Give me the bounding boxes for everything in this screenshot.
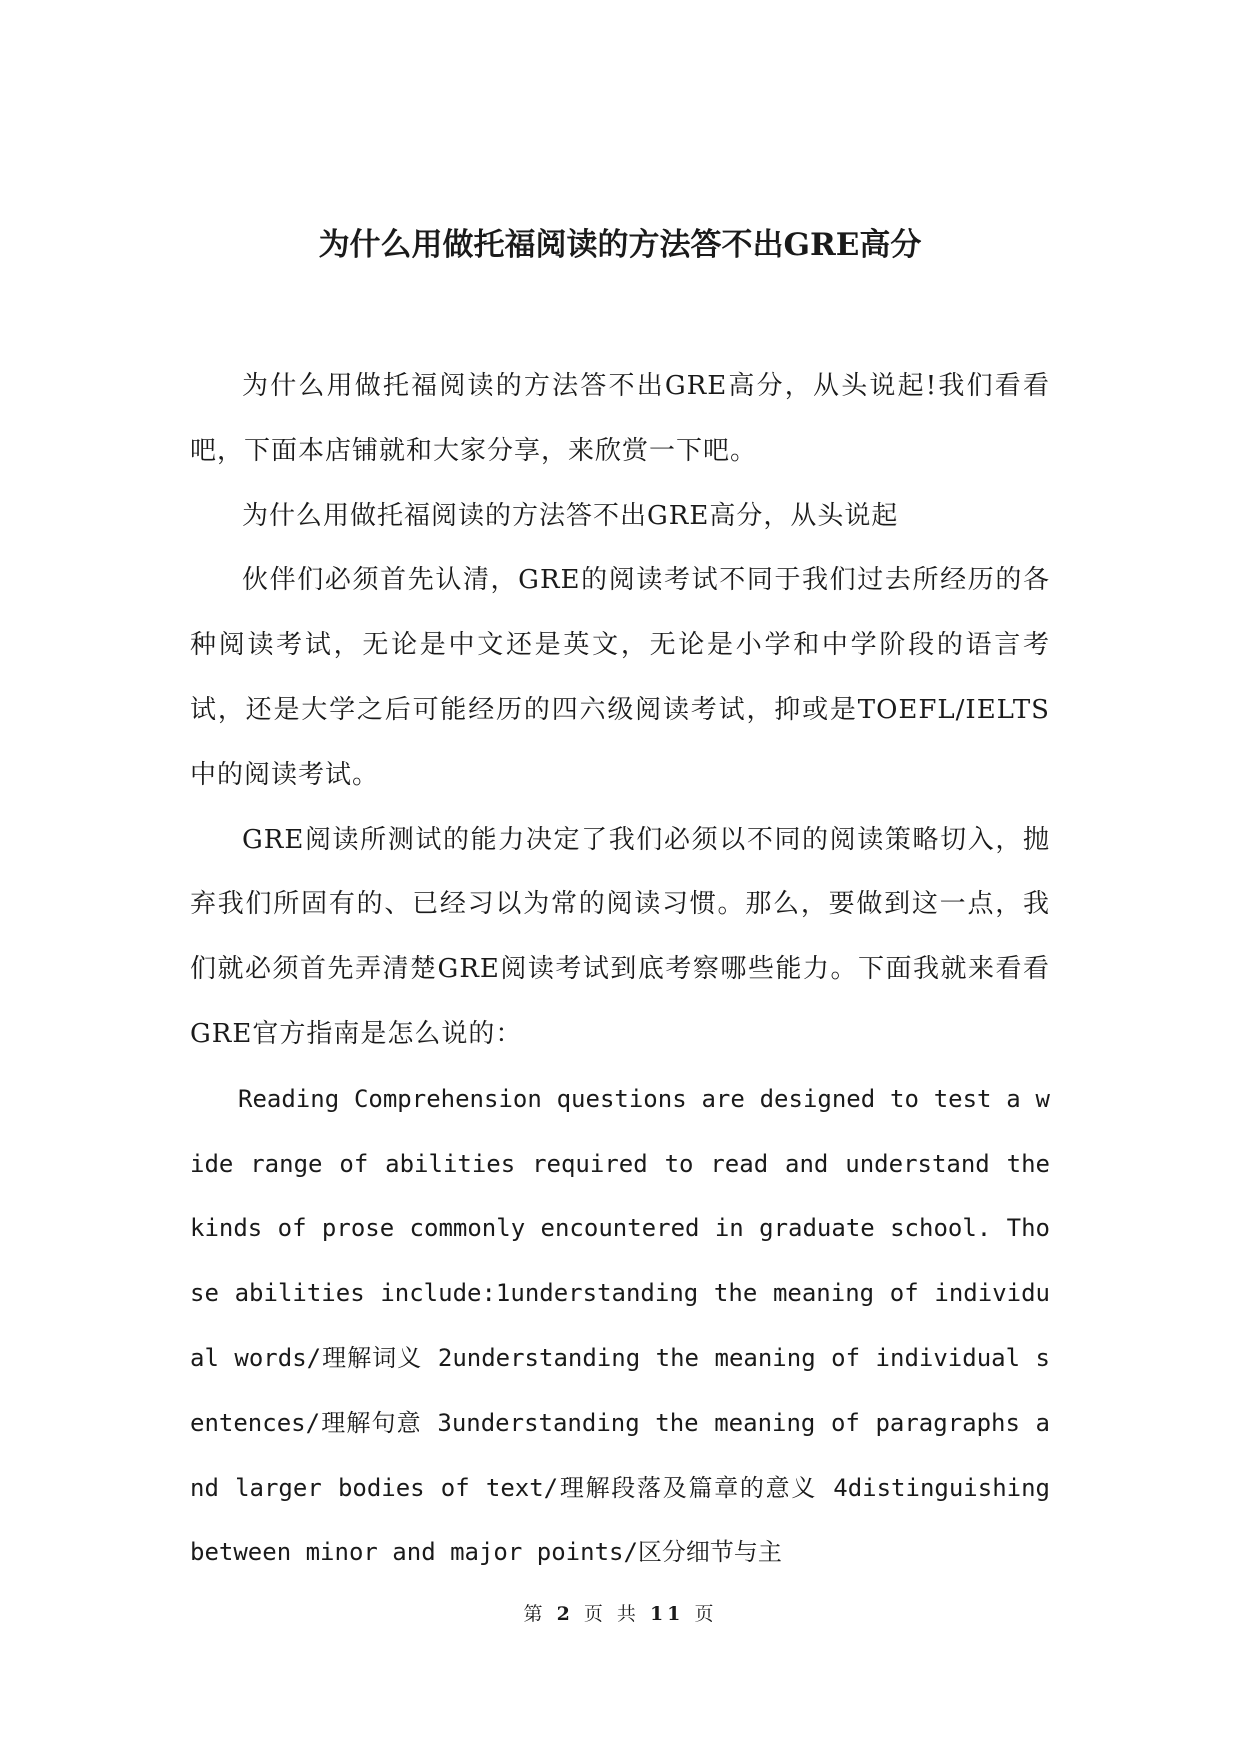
page-footer bbox=[0, 1600, 1241, 1628]
paragraph-subheading: 为什么用做托福阅读的方法答不出GRE高分，从头说起 bbox=[242, 500, 899, 531]
footer-page-number: 2 bbox=[556, 1603, 574, 1625]
document-body bbox=[190, 354, 1050, 1585]
paragraph-context: 伙伴们必须首先认清，GRE的阅读考试不同于我们过去所经历的各种阅读考试，无论是中文还是英文，无论是小学和中学阶段的语言考试，还是大学之后可能经历的四六级阅读考试，抑或是TOEFL/IELTS中的阅读考试。 bbox=[190, 565, 1050, 790]
paragraph-intro: 为什么用做托福阅读的方法答不出GRE高分，从头说起!我们看看吧，下面本店铺就和大家分享，来欣赏一下吧。 bbox=[190, 371, 1050, 466]
footer-middle: 页 共 bbox=[583, 1603, 640, 1625]
paragraph-official-guide-quote: Reading Comprehension questions are designed to test a wide range of abilities required to read and understand the kinds of prose commonly encountered in graduate school. Those abilities include:1understanding the meaning of individual words/理解词义 2understanding the meaning of individual sentences/理解句意 3understanding the meaning of paragraphs and larger bodies of text/理解段落及篇章的意义 4distinguishing between minor and major points/区分细节与主 bbox=[190, 1084, 1050, 1567]
footer-prefix: 第 bbox=[523, 1603, 547, 1625]
document-title: 为什么用做托福阅读的方法答不出GRE高分 bbox=[318, 227, 922, 263]
footer-total-pages: 11 bbox=[649, 1603, 685, 1625]
paragraph-abilities: GRE阅读所测试的能力决定了我们必须以不同的阅读策略切入，抛弃我们所固有的、已经习以为常的阅读习惯。那么，要做到这一点，我们就必须首先弄清楚GRE阅读考试到底考察哪些能力。下面我就来看看GRE官方指南是怎么说的： bbox=[190, 824, 1050, 1049]
footer-suffix: 页 bbox=[694, 1603, 718, 1625]
